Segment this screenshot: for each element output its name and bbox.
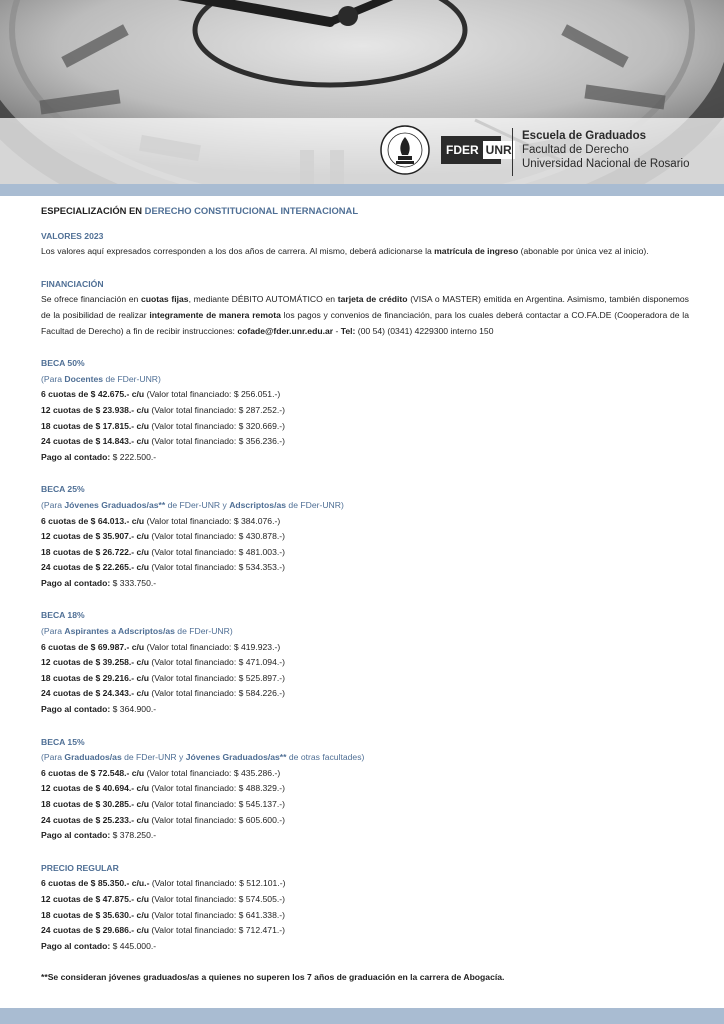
contado-row: [41, 702, 689, 718]
spacer: [41, 718, 689, 735]
financed-total: (Valor total financiado: $ 256.051.-): [144, 389, 281, 400]
financed-total: (Valor total financiado: $ 512.101.-): [149, 878, 286, 889]
valores-text-c: (abonable por única vez al inicio).: [518, 246, 649, 257]
financed-total: (Valor total financiado: $ 320.669.-): [148, 420, 285, 431]
contado-row: [41, 450, 689, 466]
price-row: [41, 797, 689, 813]
financed-total: (Valor total financiado: $ 534.353.-): [148, 562, 285, 573]
installment-plan: 6 cuotas de $ 42.675.- c/u: [41, 389, 145, 400]
eligibility-part: Adscriptos/as: [229, 499, 287, 510]
regular-contado: [41, 939, 689, 955]
becas-list: [41, 356, 689, 861]
eligibility-part: (Para: [41, 499, 65, 510]
price-row: [41, 781, 689, 797]
valores-text: [41, 244, 689, 260]
regular-rows: [41, 876, 689, 938]
page-title: [41, 203, 689, 219]
institution-line-2: Facultad de Derecho: [522, 144, 629, 156]
contado-label: Pago al contado:: [41, 451, 111, 462]
contado-row: [41, 828, 689, 844]
installment-plan: 6 cuotas de $ 72.548.- c/u: [41, 767, 145, 778]
fin-t4: los pagos y convenios de financiación, para los cuales deberá contactar a CO.FA.DE (Cooperadora de la Facultad de Derecho) a fin de recibir instrucciones:: [41, 309, 689, 336]
eligibility-part: de FDer-UNR): [286, 499, 344, 510]
financed-total: (Valor total financiado: $ 471.094.-): [148, 657, 285, 668]
bottom-divider-strip: [0, 1008, 724, 1024]
price-row: [41, 419, 689, 435]
spacer: [41, 339, 689, 356]
financed-total: (Valor total financiado: $ 435.286.-): [144, 767, 281, 778]
beca-eligibility: [41, 372, 689, 388]
eligibility-part: Jóvenes Graduados/as**: [64, 499, 166, 510]
installment-plan: 24 cuotas de $ 29.686.- c/u: [41, 925, 149, 936]
contado-value: $ 333.750.-: [110, 577, 157, 588]
contado-label: Pago al contado:: [41, 577, 111, 588]
spacer: [41, 260, 689, 277]
price-row: [41, 640, 689, 656]
eligibility-part: de FDer-UNR y: [121, 752, 186, 763]
price-row: [41, 686, 689, 702]
installment-plan: 24 cuotas de $ 22.265.- c/u: [41, 562, 149, 573]
title-prefix: ESPECIALIZACIÓN EN: [41, 205, 143, 216]
price-row: [41, 655, 689, 671]
fin-b3: integramente de manera remota: [149, 309, 281, 320]
beca-section: [41, 356, 689, 482]
eligibility-part: Graduados/as: [64, 752, 122, 763]
logo-right: UNR: [483, 141, 515, 159]
installment-plan: 12 cuotas de $ 39.258.- c/u: [41, 657, 149, 668]
financed-total: (Valor total financiado: $ 545.137.-): [148, 799, 285, 809]
beca-heading: BECA 50%: [41, 358, 85, 369]
fin-t3: (VISA o MASTER) emitida en Argentina. Asimismo, también disponemos de la posibilidad de realizar: [41, 294, 689, 320]
header-banner: [0, 0, 724, 184]
logo-left: FDER: [446, 143, 479, 157]
institution-line-3: Universidad Nacional de Rosario: [522, 158, 690, 170]
financed-total: (Valor total financiado: $ 641.338.-): [148, 909, 285, 920]
beca-section: [41, 608, 689, 734]
price-row: [41, 514, 689, 530]
price-row: [41, 908, 689, 924]
valores-text-b: matrícula de ingreso: [434, 246, 519, 257]
financed-total: (Valor total financiado: $ 481.003.-): [148, 546, 285, 557]
installment-plan: 6 cuotas de $ 69.987.- c/u: [41, 641, 145, 652]
top-divider-strip: [0, 184, 724, 196]
financed-total: (Valor total financiado: $ 488.329.-): [148, 783, 285, 794]
price-row: [41, 434, 689, 450]
financed-total: (Valor total financiado: $ 712.471.-): [148, 925, 285, 936]
beca-heading: BECA 18%: [41, 610, 85, 621]
eligibility-part: (Para: [41, 752, 65, 763]
header-divider: [512, 128, 513, 176]
financed-total: (Valor total financiado: $ 287.252.-): [148, 404, 285, 415]
spacer: [41, 844, 689, 861]
precio-regular-section: [41, 861, 689, 955]
installment-plan: 18 cuotas de $ 30.285.- c/u: [41, 799, 149, 809]
beca-eligibility: [41, 750, 689, 766]
eligibility-part: de FDer-UNR): [174, 626, 233, 637]
contact-phone: (00 54) (0341) 4229300 interno 150: [355, 325, 494, 336]
regular-heading: PRECIO REGULAR: [41, 862, 119, 873]
financed-total: (Valor total financiado: $ 525.897.-): [148, 672, 285, 683]
installment-plan: 18 cuotas de $ 29.216.- c/u: [41, 672, 149, 683]
financed-total: (Valor total financiado: $ 356.236.-): [148, 436, 285, 447]
university-seal-icon: [380, 125, 430, 175]
installment-plan: 12 cuotas de $ 23.938.- c/u: [41, 404, 149, 415]
spacer: [41, 591, 689, 608]
price-row: [41, 387, 689, 403]
financiacion-heading: FINANCIACIÓN: [41, 278, 104, 289]
price-row: [41, 560, 689, 576]
fin-t2: , mediante DÉBITO AUTOMÁTICO en: [188, 294, 338, 305]
contact-email: cofade@fder.unr.edu.ar: [237, 325, 334, 336]
fin-t5: -: [333, 325, 341, 336]
spacer: [41, 465, 689, 482]
eligibility-part: de FDer-UNR): [103, 373, 161, 384]
eligibility-part: Docentes: [64, 373, 104, 384]
fin-b1: cuotas fijas: [141, 294, 189, 305]
contado-row: [41, 576, 689, 592]
price-row: [41, 671, 689, 687]
installment-plan: 12 cuotas de $ 35.907.- c/u: [41, 531, 149, 542]
program-name: DERECHO CONSTITUCIONAL INTERNACIONAL: [144, 205, 359, 216]
price-row: [41, 529, 689, 545]
beca-heading: BECA 15%: [41, 736, 85, 747]
contado-label: Pago al contado:: [41, 830, 111, 841]
installment-plan: 18 cuotas de $ 35.630.- c/u: [41, 909, 149, 920]
installment-plan: 18 cuotas de $ 17.815.- c/u: [41, 420, 149, 431]
price-row: [41, 876, 689, 892]
installment-plan: 24 cuotas de $ 24.343.- c/u: [41, 688, 149, 699]
eligibility-part: (Para: [41, 626, 65, 637]
installment-plan: 6 cuotas de $ 85.350.- c/u.-: [41, 878, 150, 889]
price-row: [41, 766, 689, 782]
institution-line-1: Escuela de Graduados: [522, 130, 646, 142]
eligibility-part: Aspirantes a Adscriptos/as: [64, 626, 175, 637]
installment-plan: 18 cuotas de $ 26.722.- c/u: [41, 546, 149, 557]
footnote: [41, 970, 689, 986]
fin-b5: Tel:: [340, 325, 356, 336]
price-row: [41, 923, 689, 939]
eligibility-part: de otras facultades): [286, 752, 365, 763]
eligibility-part: Jóvenes Graduados/as**: [185, 752, 287, 763]
beca-section: [41, 482, 689, 608]
beca-eligibility: [41, 498, 689, 514]
fin-t1: Se ofrece financiación en: [41, 294, 142, 305]
financed-total: (Valor total financiado: $ 584.226.-): [148, 688, 285, 699]
fder-unr-logo: [441, 136, 512, 164]
eligibility-part: (Para: [41, 373, 65, 384]
financed-total: (Valor total financiado: $ 419.923.-): [144, 641, 281, 652]
contado-label: Pago al contado:: [41, 940, 111, 951]
installment-plan: 12 cuotas de $ 47.875.- c/u: [41, 893, 149, 904]
footnote-text: **Se consideran jóvenes graduados/as a quienes no superen los 7 años de graduación en la carrera de Abogacía.: [41, 972, 505, 983]
installment-plan: 24 cuotas de $ 25.233.- c/u: [41, 814, 149, 825]
price-row: [41, 813, 689, 829]
price-row: [41, 545, 689, 561]
financiacion-text: [41, 292, 689, 339]
financed-total: (Valor total financiado: $ 574.505.-): [148, 893, 285, 904]
valores-text-a: Los valores aquí expresados corresponden a los dos años de carrera. Al mismo, deberá adicionarse la: [41, 246, 435, 257]
financed-total: (Valor total financiado: $ 430.878.-): [148, 531, 285, 542]
beca-heading: BECA 25%: [41, 484, 85, 495]
financed-total: (Valor total financiado: $ 384.076.-): [144, 515, 281, 526]
beca-eligibility: [41, 624, 689, 640]
price-row: [41, 892, 689, 908]
beca-section: [41, 735, 689, 861]
contado-value: $ 364.900.-: [110, 704, 157, 715]
installment-plan: 12 cuotas de $ 40.694.- c/u: [41, 783, 149, 794]
contado-label: Pago al contado:: [41, 704, 111, 715]
document-body: [41, 203, 689, 986]
institution-name: [522, 129, 689, 171]
contado-value: $ 445.000.-: [110, 940, 157, 951]
installment-plan: 24 cuotas de $ 14.843.- c/u: [41, 436, 149, 447]
fin-b2: tarjeta de crédito: [337, 294, 408, 305]
spacer: [41, 954, 689, 970]
price-row: [41, 403, 689, 419]
contado-value: $ 222.500.-: [110, 451, 157, 462]
contado-value: $ 378.250.-: [110, 830, 157, 841]
financed-total: (Valor total financiado: $ 605.600.-): [148, 814, 285, 825]
eligibility-part: de FDer-UNR y: [165, 499, 230, 510]
valores-heading: VALORES 2023: [41, 230, 104, 241]
installment-plan: 6 cuotas de $ 64.013.- c/u: [41, 515, 145, 526]
